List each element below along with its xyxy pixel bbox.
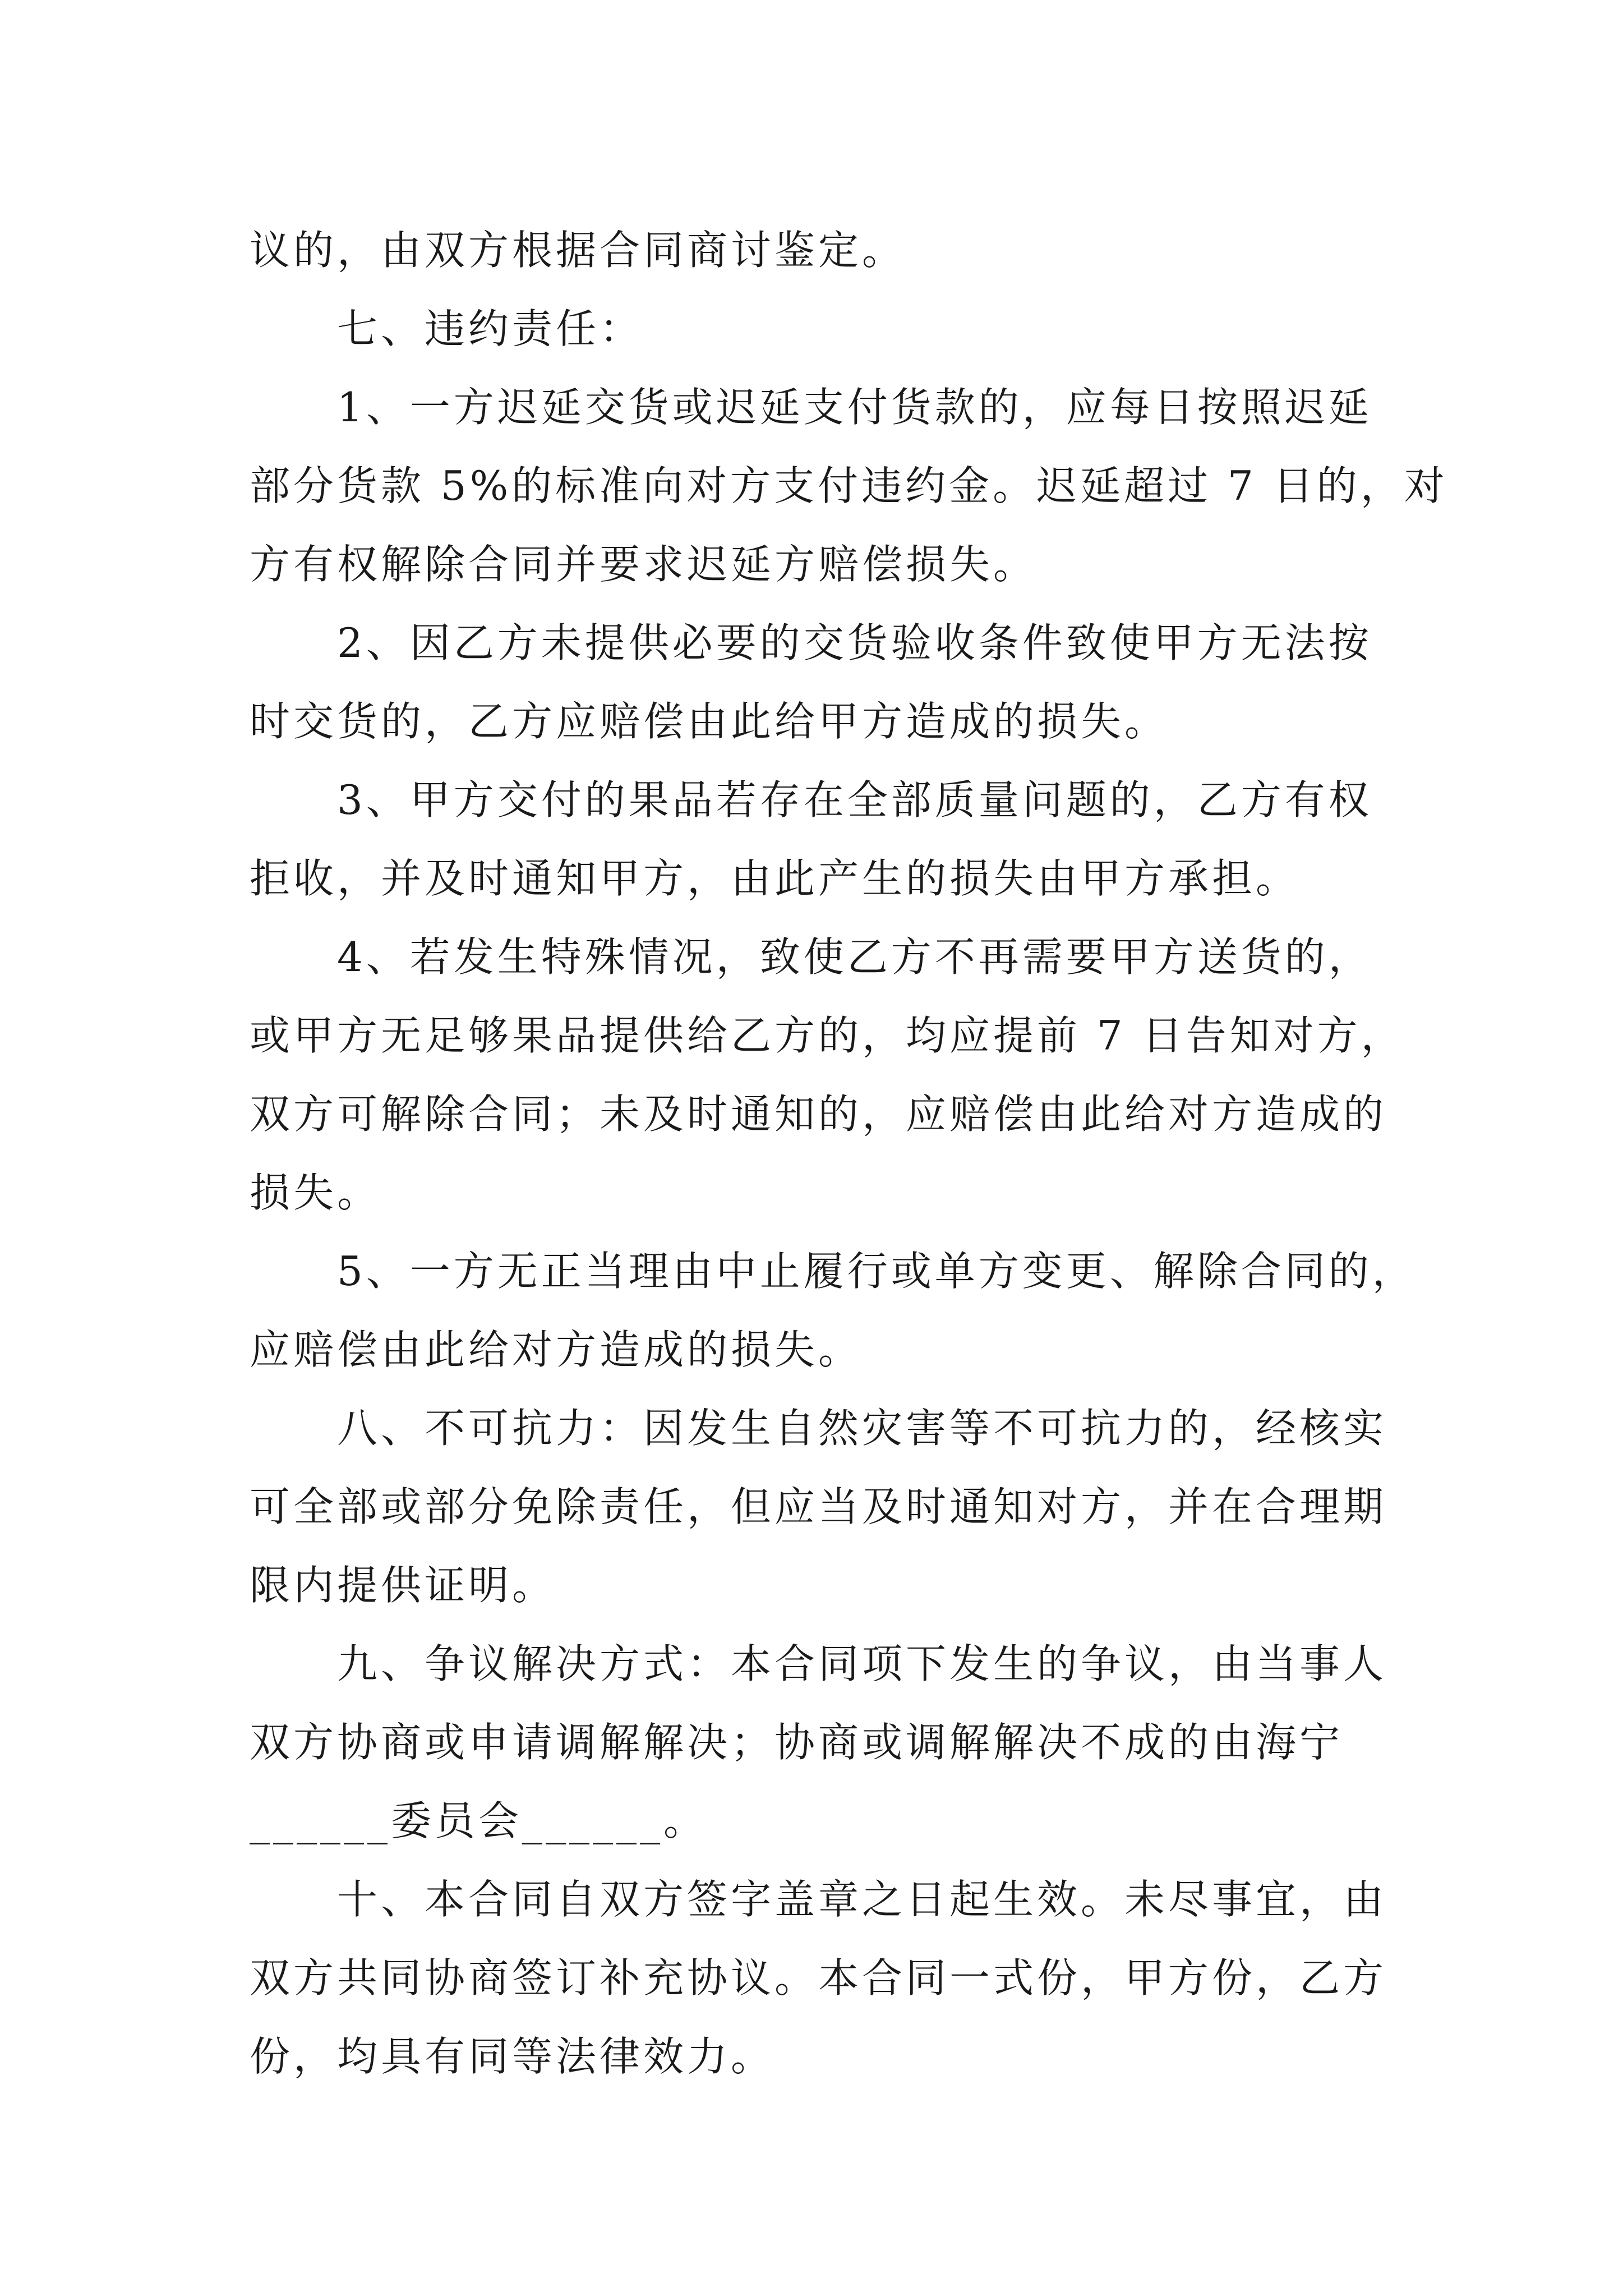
text-line: 双方可解除合同；未及时通知的，应赔偿由此给对方造成的	[250, 1091, 1387, 1138]
section-force-majeure	[250, 1389, 1391, 1625]
text-line: 损失。	[250, 1169, 381, 1216]
text-line: 七、违约责任：	[337, 305, 644, 352]
text-line: 时交货的，乙方应赔偿由此给甲方造成的损失。	[250, 698, 1169, 745]
text-line: 限内提供证明。	[250, 1562, 556, 1609]
text-line: 八、不可抗力：因发生自然灾害等不可抗力的，经核实	[337, 1405, 1387, 1452]
text-line: 十、本合同自双方签字盖章之日起生效。未尽事宜，由	[337, 1876, 1387, 1923]
paragraph-continuation	[250, 211, 1391, 289]
clause-1-delay-penalty	[250, 368, 1448, 604]
text-line: 份，均具有同等法律效力。	[250, 2033, 775, 2080]
text-line: ______委员会______。	[250, 1797, 708, 1844]
text-line: 议的，由双方根据合同商讨鉴定。	[250, 227, 906, 274]
clause-4-special-circumstances	[250, 918, 1405, 1232]
text-line: 可全部或部分免除责任，但应当及时通知对方，并在合理期	[250, 1483, 1387, 1530]
text-line: 拒收，并及时通知甲方，由此产生的损失由甲方承担。	[250, 855, 1300, 902]
text-line: 应赔偿由此给对方造成的损失。	[250, 1326, 863, 1373]
text-line: 双方协商或申请调解解决；协商或调解解决不成的由海宁	[250, 1719, 1344, 1766]
section-dispute-resolution	[250, 1625, 1391, 1860]
text-line: 1、一方迟延交货或迟延支付货款的，应每日按照迟延	[337, 384, 1372, 431]
text-line: 4、若发生特殊情况，致使乙方不再需要甲方送货的，	[337, 933, 1372, 981]
text-line: 双方共同协商签订补充协议。本合同一式份，甲方份，乙方	[250, 1954, 1387, 2001]
text-line: 或甲方无足够果品提供给乙方的，均应提前 7 日告知对方，	[250, 1012, 1405, 1059]
contract-body	[250, 211, 1448, 2096]
text-line: 2、因乙方未提供必要的交货验收条件致使甲方无法按	[337, 619, 1372, 666]
section-effectiveness	[250, 1860, 1391, 2096]
section-heading-breach-liability	[250, 289, 1391, 368]
text-line: 5、一方无正当理由中止履行或单方变更、解除合同的，	[337, 1248, 1416, 1295]
clause-2-acceptance-conditions	[250, 604, 1391, 761]
text-line: 部分货款 5%的标准向对方支付违约金。迟延超过 7 日的，对	[250, 462, 1448, 509]
clause-3-quality-issues	[250, 761, 1391, 918]
clause-5-unilateral-termination	[250, 1232, 1416, 1389]
text-line: 3、甲方交付的果品若存在全部质量问题的，乙方有权	[337, 776, 1372, 823]
text-line: 九、争议解决方式：本合同项下发生的争议，由当事人	[337, 1640, 1387, 1687]
text-line: 方有权解除合同并要求迟延方赔偿损失。	[250, 541, 1038, 588]
